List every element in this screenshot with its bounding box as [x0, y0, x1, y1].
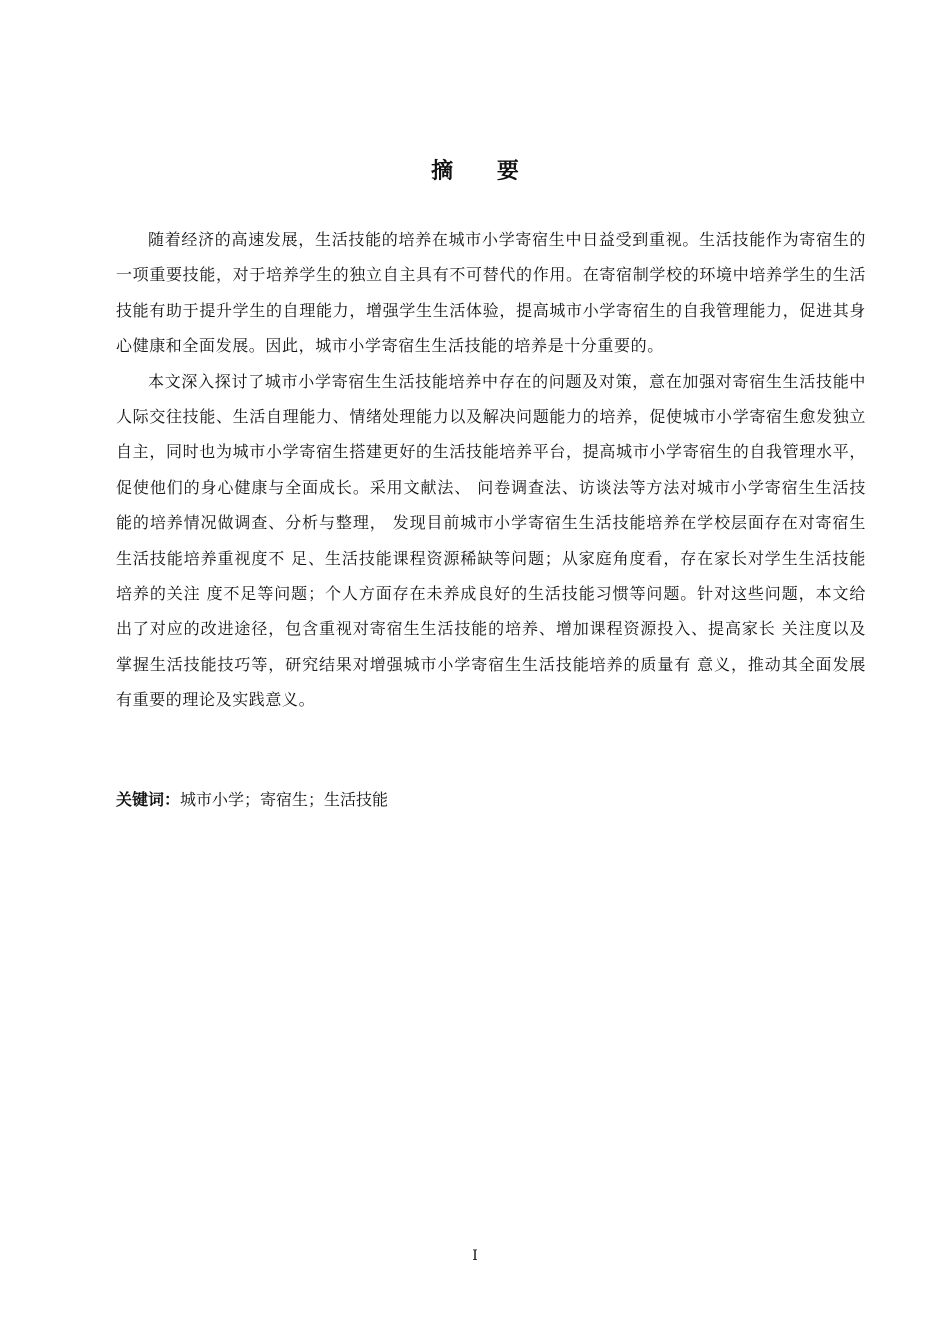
abstract-paragraph-2: 本文深入探讨了城市小学寄宿生生活技能培养中存在的问题及对策，意在加强对寄宿生生活技能中人际交往技能、生活自理能力、情绪处理能力以及解决问题能力的培养，促使城市小学寄宿生愈发独立自主，同时也为城市小学寄宿生搭建更好的生活技能培养平台，提高城市小学寄宿生的自我管理水平，促使他们的身心健康与全面成长。采用文献法、 问卷调查法、访谈法等方法对城市小学寄宿生生活技能的培养情况做调查、分析与整理， 发现目前城市小学寄宿生生活技能培养在学校层面存在对寄宿生生活技能培养重视度不 足、生活技能课程资源稀缺等问题；从家庭角度看，存在家长对学生生活技能培养的关注 度不足等问题；个人方面存在未养成良好的生活技能习惯等问题。针对这些问题，本文给 出了对应的改进途径，包含重视对寄宿生生活技能的培养、增加课程资源投入、提高家长 关注度以及掌握生活技能技巧等，研究结果对增强城市小学寄宿生生活技能培养的质量有 意义，推动其全面发展有重要的理论及实践意义。 [116, 371, 866, 710]
keywords-text: 城市小学；寄宿生；生活技能 [180, 790, 389, 809]
abstract-paragraph-1: 随着经济的高速发展，生活技能的培养在城市小学寄宿生中日益受到重视。生活技能作为寄宿生的一项重要技能，对于培养学生的独立自主具有不可替代的作用。在寄宿制学校的环境中培养学生的生活技能有助于提升学生的自理能力，增强学生生活体验，提高城市小学寄宿生的自我管理能力，促进其身心健康和全面发展。因此，城市小学寄宿生生活技能的培养是十分重要的。 [116, 230, 866, 356]
page-number: I [472, 1248, 478, 1264]
abstract-body [116, 222, 866, 718]
keywords-label: 关键词： [116, 790, 181, 809]
keywords-line [116, 782, 866, 817]
abstract-title: 摘 要 [431, 159, 537, 184]
